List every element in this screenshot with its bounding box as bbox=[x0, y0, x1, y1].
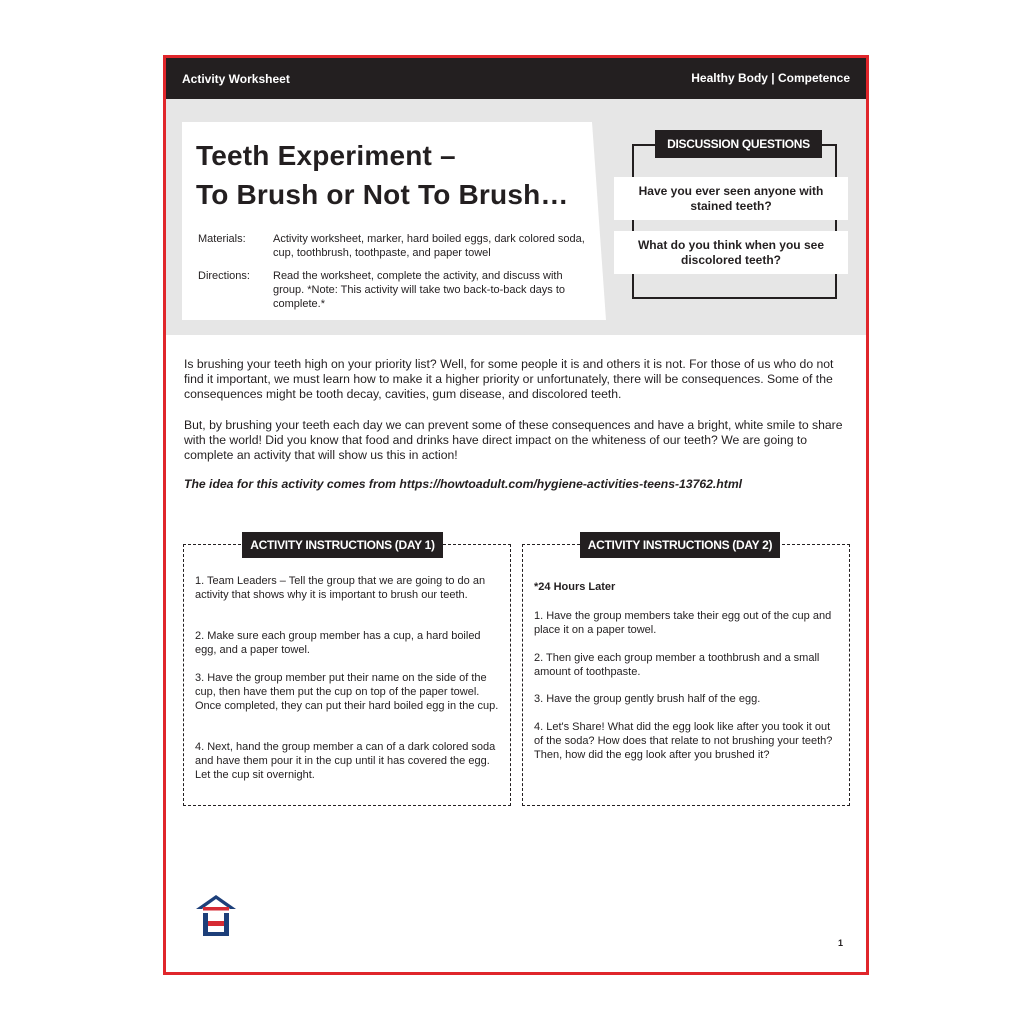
source-note: The idea for this activity comes from https://howtoadult.com/hygiene-activities-teens-13762.html bbox=[184, 477, 743, 491]
house-logo-icon bbox=[194, 893, 238, 939]
header-right: Healthy Body | Competence bbox=[691, 71, 850, 85]
logo-right-post bbox=[224, 913, 229, 935]
day2-step: 3. Have the group gently brush half of the egg. bbox=[534, 693, 761, 705]
logo-left-post bbox=[203, 913, 208, 935]
directions-label: Directions: bbox=[198, 270, 250, 282]
logo-stripe bbox=[203, 907, 229, 911]
page-number: 1 bbox=[838, 938, 844, 948]
page-title bbox=[196, 136, 596, 214]
day2-subheading: *24 Hours Later bbox=[534, 581, 616, 593]
title-line-2: To Brush or Not To Brush… bbox=[196, 179, 569, 210]
day1-step: 1. Team Leaders – Tell the group that we are going to do an activity that shows why it is important to brush our teeth. bbox=[195, 575, 486, 601]
header-bar bbox=[166, 58, 866, 99]
day2-step: 2. Then give each group member a toothbrush and a small amount of toothpaste. bbox=[534, 652, 820, 678]
day1-heading: ACTIVITY INSTRUCTIONS (DAY 1) bbox=[242, 532, 443, 558]
materials-label: Materials: bbox=[198, 233, 246, 245]
discussion-heading: DISCUSSION QUESTIONS bbox=[655, 130, 822, 158]
discussion-question: Have you ever seen anyone with stained teeth? bbox=[614, 177, 848, 220]
day1-step: 2. Make sure each group member has a cup, a hard boiled egg, and a paper towel. bbox=[195, 630, 481, 656]
logo-crossbar bbox=[208, 921, 224, 926]
day2-heading: ACTIVITY INSTRUCTIONS (DAY 2) bbox=[580, 532, 780, 558]
materials-text: Activity worksheet, marker, hard boiled eggs, dark colored soda, cup, toothbrush, toothpaste, and paper towel bbox=[273, 233, 585, 259]
day2-step: 1. Have the group members take their egg out of the cup and place it on a paper towel. bbox=[534, 610, 832, 636]
logo-base bbox=[203, 932, 229, 936]
day1-step: 3. Have the group member put their name on the side of the cup, then have them put the cup on top of the paper towel. Once completed, they can put their hard boiled egg in the cup. bbox=[195, 672, 499, 712]
day2-step: 4. Let's Share! What did the egg look like after you took it out of the soda? How does that relate to not brushing your teeth? Then, how did the egg look after you brushed it? bbox=[534, 721, 833, 761]
intro-paragraph-1: Is brushing your teeth high on your priority list? Well, for some people it is and others it is not. For those of us who do not find it important, we must learn how to make it a higher priority or unfortunately, there will be consequences. Some of the consequences might be tooth decay, cavities, gum disease, and discolored teeth. bbox=[184, 357, 834, 401]
directions-text: Read the worksheet, complete the activity, and discuss with group. *Note: This activity will take two back-to-back days to complete.* bbox=[273, 270, 566, 310]
discussion-frame bbox=[632, 144, 837, 299]
day1-step: 4. Next, hand the group member a can of a dark colored soda and have them pour it in the cup until it has covered the egg. Let the cup sit overnight. bbox=[195, 741, 496, 781]
discussion-question: What do you think when you see discolored teeth? bbox=[614, 231, 848, 274]
title-line-1: Teeth Experiment – bbox=[196, 140, 456, 171]
logo-roof bbox=[196, 895, 236, 909]
worksheet-page bbox=[163, 55, 869, 975]
header-left: Activity Worksheet bbox=[182, 72, 290, 86]
intro-paragraph-2: But, by brushing your teeth each day we can prevent some of these consequences and have a bright, white smile to share with the world! Did you know that food and drinks have direct impact on the whiteness of our teeth? We are going to complete an activity that will show us this in action! bbox=[184, 418, 843, 462]
